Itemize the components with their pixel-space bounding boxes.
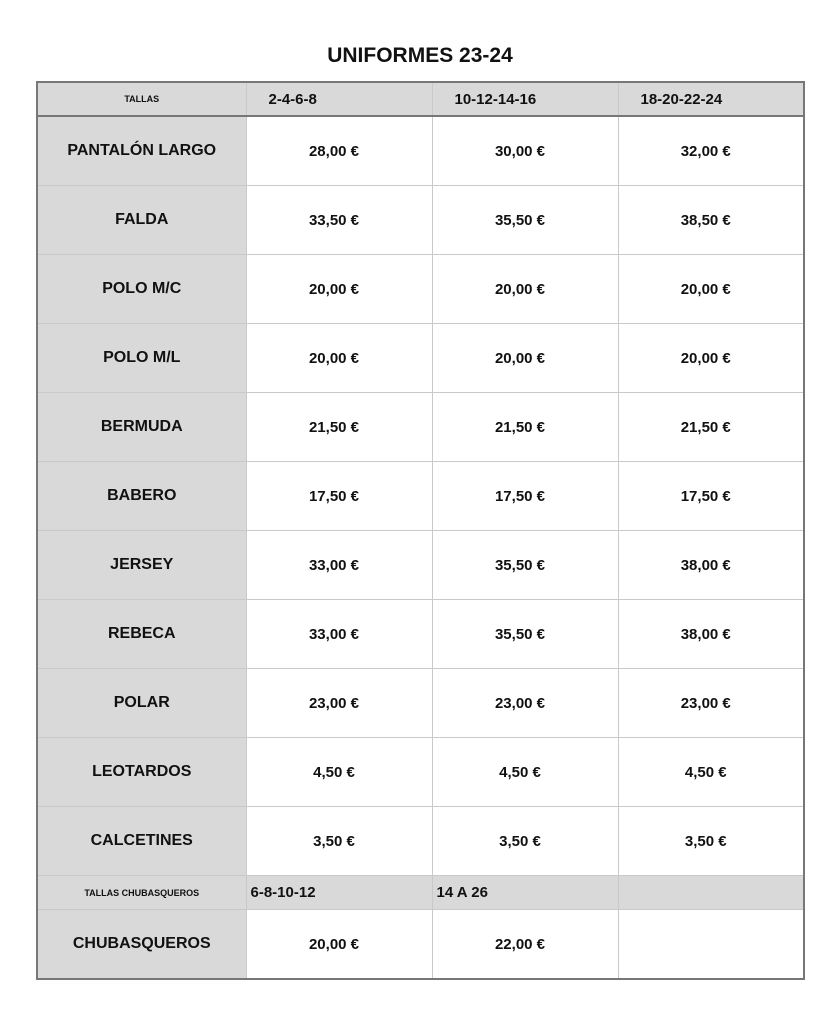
price-value: 17,50 € bbox=[494, 487, 546, 505]
price-cell bbox=[432, 186, 618, 255]
item-name: CHUBASQUEROS bbox=[37, 910, 246, 980]
sizes-label: TALLAS bbox=[37, 82, 246, 116]
price-cell bbox=[432, 910, 618, 980]
price-value: 23,00 € bbox=[308, 694, 360, 712]
price-cell bbox=[432, 531, 618, 600]
price-cell bbox=[432, 255, 618, 324]
item-name: POLO M/L bbox=[37, 324, 246, 393]
item-name: JERSEY bbox=[37, 531, 246, 600]
price-value: 32,00 € bbox=[680, 142, 731, 160]
empty-cell bbox=[618, 876, 804, 910]
price-cell bbox=[432, 807, 618, 876]
price-cell bbox=[246, 600, 432, 669]
price-value: 17,50 € bbox=[308, 487, 360, 505]
item-name: LEOTARDOS bbox=[37, 738, 246, 807]
item-name: REBECA bbox=[37, 600, 246, 669]
price-cell bbox=[432, 393, 618, 462]
price-cell bbox=[432, 738, 618, 807]
price-value: 33,00 € bbox=[308, 556, 360, 574]
price-value: 20,00 € bbox=[680, 349, 731, 367]
price-value: 35,50 € bbox=[494, 211, 546, 229]
price-cell bbox=[432, 324, 618, 393]
raincoat-size-header: 14 A 26 bbox=[432, 876, 618, 910]
price-cell bbox=[246, 324, 432, 393]
price-cell bbox=[246, 116, 432, 186]
table-row bbox=[37, 393, 804, 462]
price-cell bbox=[618, 738, 804, 807]
price-value: 23,00 € bbox=[494, 694, 546, 712]
price-cell bbox=[618, 462, 804, 531]
price-value: 38,50 € bbox=[680, 211, 731, 229]
table-row bbox=[37, 910, 804, 980]
price-cell bbox=[246, 910, 432, 980]
page-title: UNIFORMES 23-24 bbox=[327, 44, 513, 67]
price-cell bbox=[246, 393, 432, 462]
price-cell bbox=[618, 186, 804, 255]
price-value: 17,50 € bbox=[680, 487, 731, 505]
price-cell bbox=[246, 186, 432, 255]
table-row bbox=[37, 807, 804, 876]
size-header: 2-4-6-8 bbox=[246, 82, 432, 116]
price-value: 35,50 € bbox=[494, 556, 546, 574]
item-name: FALDA bbox=[37, 186, 246, 255]
price-cell bbox=[432, 600, 618, 669]
price-cell bbox=[246, 462, 432, 531]
price-value: 38,00 € bbox=[680, 556, 731, 574]
price-value: 33,00 € bbox=[308, 625, 360, 643]
price-value: 20,00 € bbox=[680, 280, 731, 298]
price-cell bbox=[618, 600, 804, 669]
price-value: 20,00 € bbox=[308, 280, 360, 298]
price-cell bbox=[246, 738, 432, 807]
raincoat-sizes-label: TALLAS CHUBASQUEROS bbox=[37, 876, 246, 910]
price-cell bbox=[246, 669, 432, 738]
price-cell bbox=[246, 807, 432, 876]
table-row bbox=[37, 669, 804, 738]
price-value: 20,00 € bbox=[494, 280, 546, 298]
size-header: 10-12-14-16 bbox=[432, 82, 618, 116]
price-cell bbox=[618, 393, 804, 462]
table-row bbox=[37, 116, 804, 186]
price-value: 28,00 € bbox=[308, 142, 360, 160]
table-row bbox=[37, 738, 804, 807]
price-value: 33,50 € bbox=[308, 211, 360, 229]
price-value: 4,50 € bbox=[313, 763, 355, 781]
raincoat-size-header: 6-8-10-12 bbox=[246, 876, 432, 910]
table-row bbox=[37, 186, 804, 255]
price-value: 20,00 € bbox=[308, 935, 360, 953]
price-cell bbox=[618, 807, 804, 876]
price-value: 4,50 € bbox=[499, 763, 541, 781]
item-name: BERMUDA bbox=[37, 393, 246, 462]
price-value: 35,50 € bbox=[494, 625, 546, 643]
price-cell bbox=[432, 669, 618, 738]
price-value: 20,00 € bbox=[494, 349, 546, 367]
price-table bbox=[36, 81, 805, 980]
table-row bbox=[37, 600, 804, 669]
item-name: CALCETINES bbox=[37, 807, 246, 876]
raincoat-sizes-row bbox=[37, 876, 804, 910]
price-value: 21,50 € bbox=[494, 418, 546, 436]
price-cell bbox=[618, 669, 804, 738]
price-value: 21,50 € bbox=[308, 418, 360, 436]
price-value: 30,00 € bbox=[494, 142, 546, 160]
price-value: 3,50 € bbox=[499, 832, 541, 850]
price-cell bbox=[432, 116, 618, 186]
price-value: 4,50 € bbox=[684, 763, 727, 781]
price-value: 21,50 € bbox=[680, 418, 731, 436]
price-cell bbox=[246, 255, 432, 324]
item-name: POLO M/C bbox=[37, 255, 246, 324]
price-cell bbox=[618, 255, 804, 324]
price-cell bbox=[246, 531, 432, 600]
table-row bbox=[37, 324, 804, 393]
price-cell bbox=[618, 116, 804, 186]
item-name: PANTALÓN LARGO bbox=[37, 116, 246, 186]
price-value: 38,00 € bbox=[680, 625, 731, 643]
price-value: 20,00 € bbox=[308, 349, 360, 367]
price-cell bbox=[618, 531, 804, 600]
size-header: 18-20-22-24 bbox=[618, 82, 804, 116]
table-row bbox=[37, 531, 804, 600]
price-value: 23,00 € bbox=[680, 694, 731, 712]
item-name: POLAR bbox=[37, 669, 246, 738]
price-value: 22,00 € bbox=[494, 935, 546, 953]
price-cell bbox=[432, 462, 618, 531]
table-row bbox=[37, 255, 804, 324]
price-value: 3,50 € bbox=[684, 832, 727, 850]
header-row bbox=[37, 82, 804, 116]
price-cell bbox=[618, 324, 804, 393]
empty-cell bbox=[618, 910, 804, 980]
table-row bbox=[37, 462, 804, 531]
price-value: 3,50 € bbox=[313, 832, 355, 850]
item-name: BABERO bbox=[37, 462, 246, 531]
